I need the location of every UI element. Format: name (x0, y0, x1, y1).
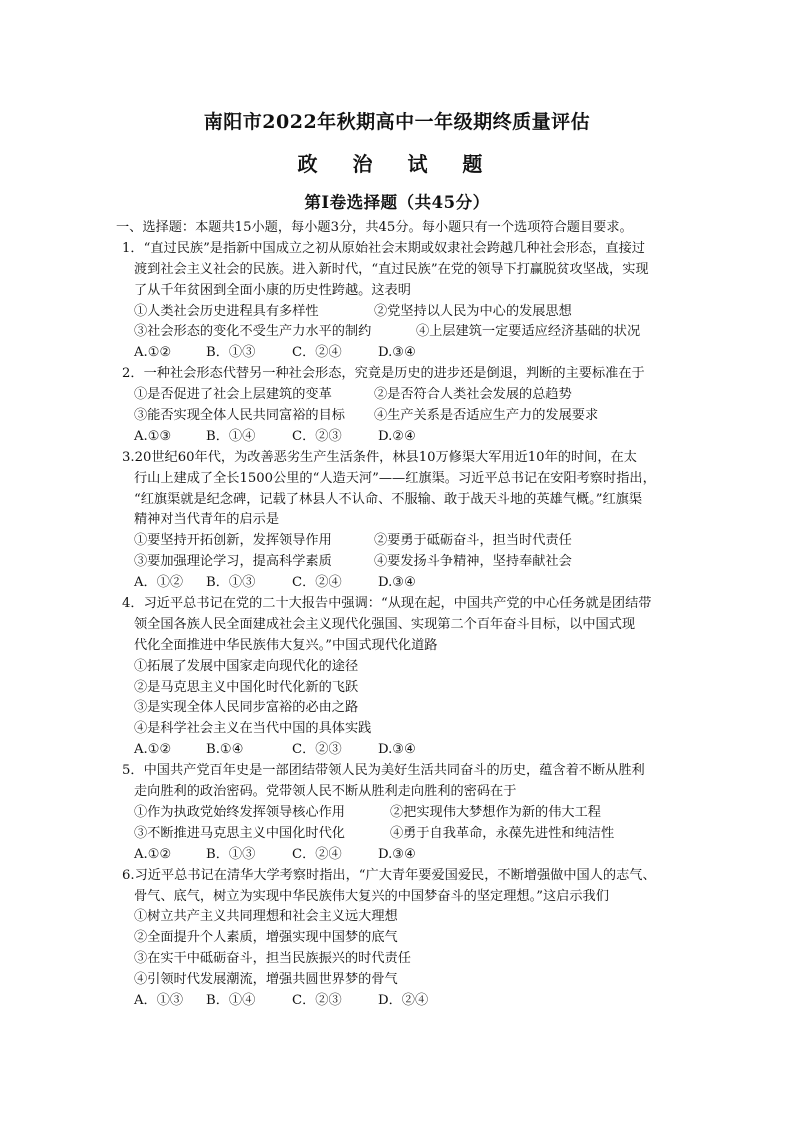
question-2 (122, 364, 682, 448)
question-stem-line: 骨气、底气，树立为实现中华民族伟大复兴的中国梦奋斗的坚定理想。”这启示我们 (134, 888, 609, 904)
option-row (122, 322, 682, 343)
choice-row (122, 991, 682, 1012)
choice-row (122, 343, 682, 364)
choice-d: D.③④ (378, 575, 416, 591)
choice-row (122, 845, 682, 866)
question-stem-line: 精神对当代青年的启示是 (134, 512, 280, 528)
option-4: ④上层建筑一定要适应经济基础的状况 (416, 324, 641, 340)
option-3: ③在实干中砥砺奋斗，担当民族振兴的时代责任 (134, 951, 411, 967)
option-3: ③能否实现全体人民共同富裕的目标 (134, 408, 345, 424)
choice-row (122, 740, 682, 761)
option-4: ④引领时代发展潮流，增强共圆世界梦的骨气 (134, 972, 398, 988)
choice-c: C．②④ (292, 345, 342, 361)
option-4: ④是科学社会主义在当代中国的具体实践 (134, 721, 372, 737)
question-stem-line: 行山上建成了全长1500公里的“人造天河”——红旗渠。习近平总书记在安阳考察时指出， (134, 470, 656, 486)
choice-b: B．①④ (206, 992, 256, 1008)
choice-b: B.①④ (206, 742, 244, 758)
exam-title: 南阳市2022年秋期高中一年级期终质量评估 (203, 111, 591, 133)
choice-d: D.③④ (378, 846, 416, 862)
question-stem-line: 3.20世纪60年代，为改善恶劣生产生活条件，林县10万修渠大军用近10年的时间，在太 (122, 449, 637, 465)
question-stem-line: 5．中国共产党百年史是一部团结带领人民为美好生活共同奋斗的历史，蕴含着不断从胜利 (122, 763, 645, 779)
question-stem-line: 4．习近平总书记在党的二十大报告中强调：“从现在起，中国共产党的中心任务就是团结带 (122, 596, 652, 612)
option-4: ④生产关系是否适应生产力的发展要求 (374, 408, 599, 424)
option-2: ②是马克思主义中国化时代化新的飞跃 (134, 679, 359, 695)
choice-c: C．②③ (292, 742, 342, 758)
choice-row (122, 427, 682, 448)
question-stem-line: 走向胜利的政治密码。党带领人民不断从胜利走向胜利的密码在于 (134, 784, 517, 800)
question-4 (122, 594, 682, 761)
question-stem-line: 1．“直过民族”是指新中国成立之初从原始社会末期或奴隶社会跨越几种社会形态，直接过 (122, 240, 645, 256)
option-1: ①人类社会历史进程具有多样性 (134, 303, 319, 319)
question-stem-line: “红旗渠就是纪念碑，记载了林县人不认命、不服输、敢于战天斗地的英雄气概。”红旗渠 (134, 491, 643, 507)
question-body (116, 218, 682, 1012)
option-2: ②全面提升个人素质，增强实现中国梦的底气 (134, 930, 398, 946)
option-1: ①作为执政党始终发挥领导核心作用 (134, 804, 345, 820)
section-title: 第Ⅰ卷选择题（共45分） (304, 193, 490, 212)
option-row (122, 552, 682, 573)
option-3: ③要加强理论学习，提高科学素质 (134, 554, 332, 570)
option-1: ①要坚持开拓创新，发挥领导作用 (134, 533, 332, 549)
choice-b: B．①③ (206, 846, 256, 862)
question-stem-line: 2．一种社会形态代替另一种社会形态，究竟是历史的进步还是倒退，判断的主要标准在于 (122, 366, 645, 382)
choice-a: A.①② (134, 345, 172, 361)
question-1 (122, 239, 682, 364)
question-stem-line: 了从千年贫困到全面小康的历史性跨越。这表明 (134, 282, 411, 298)
choice-a: A．①② (134, 575, 184, 591)
choice-row (122, 573, 682, 594)
option-2: ②把实现伟大梦想作为新的伟大工程 (390, 804, 601, 820)
option-row (122, 531, 682, 552)
option-2: ②党坚持以人民为中心的发展思想 (374, 303, 572, 319)
option-4: ④要发扬斗争精神，坚持奉献社会 (374, 554, 572, 570)
option-2: ②要勇于砥砺奋斗，担当时代责任 (374, 533, 572, 549)
choice-c: C．②④ (292, 575, 342, 591)
choice-d: D.②④ (378, 428, 416, 444)
option-3: ③是实现全体人民同步富裕的必由之路 (134, 700, 359, 716)
option-row (122, 824, 682, 845)
subject-title: 政 治 试 题 (297, 152, 497, 176)
choice-c: C．②③ (292, 992, 342, 1008)
choice-d: D.③④ (378, 742, 416, 758)
option-4: ④勇于自我革命，永葆先进性和纯洁性 (390, 825, 615, 841)
choice-b: B．①③ (206, 575, 256, 591)
question-6 (122, 866, 682, 1012)
choice-a: A.①③ (134, 428, 172, 444)
option-1: ①是否促进了社会上层建筑的变革 (134, 387, 332, 403)
choice-c: C．②④ (292, 846, 342, 862)
choice-a: A．①③ (134, 992, 184, 1008)
instructions: 一、选择题：本题共15小题，每小题3分，共45分。每小题只有一个选项符合题目要求。 (116, 220, 633, 235)
option-row (122, 406, 682, 427)
question-stem-line: 领全国各族人民全面建成社会主义现代化强国、实现第二个百年奋斗目标，以中国式现 (134, 616, 636, 632)
choice-b: B．①④ (206, 428, 256, 444)
question-stem-line: 6.习近平总书记在清华大学考察时指出，“广大青年要爱国爱民，不断增强做中国人的志气、 (122, 867, 656, 883)
option-3: ③不断推进马克思主义中国化时代化 (134, 825, 345, 841)
choice-a: A.①② (134, 846, 172, 862)
question-stem-line: 代化全面推进中华民族伟大复兴。”中国式现代化道路 (134, 637, 438, 653)
option-1: ①树立共产主义共同理想和社会主义远大理想 (134, 909, 398, 925)
option-row (122, 385, 682, 406)
question-3 (122, 448, 682, 594)
option-3: ③社会形态的变化不受生产力水平的制约 (134, 324, 372, 340)
question-stem-line: 渡到社会主义社会的民族。进入新时代，“直过民族”在党的领导下打赢脱贫攻坚战，实现 (134, 261, 649, 277)
option-2: ②是否符合人类社会发展的总趋势 (374, 387, 572, 403)
option-1: ①拓展了发展中国家走向现代化的途径 (134, 658, 359, 674)
choice-d: D．②④ (378, 992, 429, 1008)
choice-a: A.①② (134, 742, 172, 758)
choice-c: C．②③ (292, 428, 342, 444)
option-row (122, 302, 682, 323)
option-row (122, 803, 682, 824)
question-5 (122, 761, 682, 865)
choice-b: B．①③ (206, 345, 256, 361)
choice-d: D.③④ (378, 345, 416, 361)
